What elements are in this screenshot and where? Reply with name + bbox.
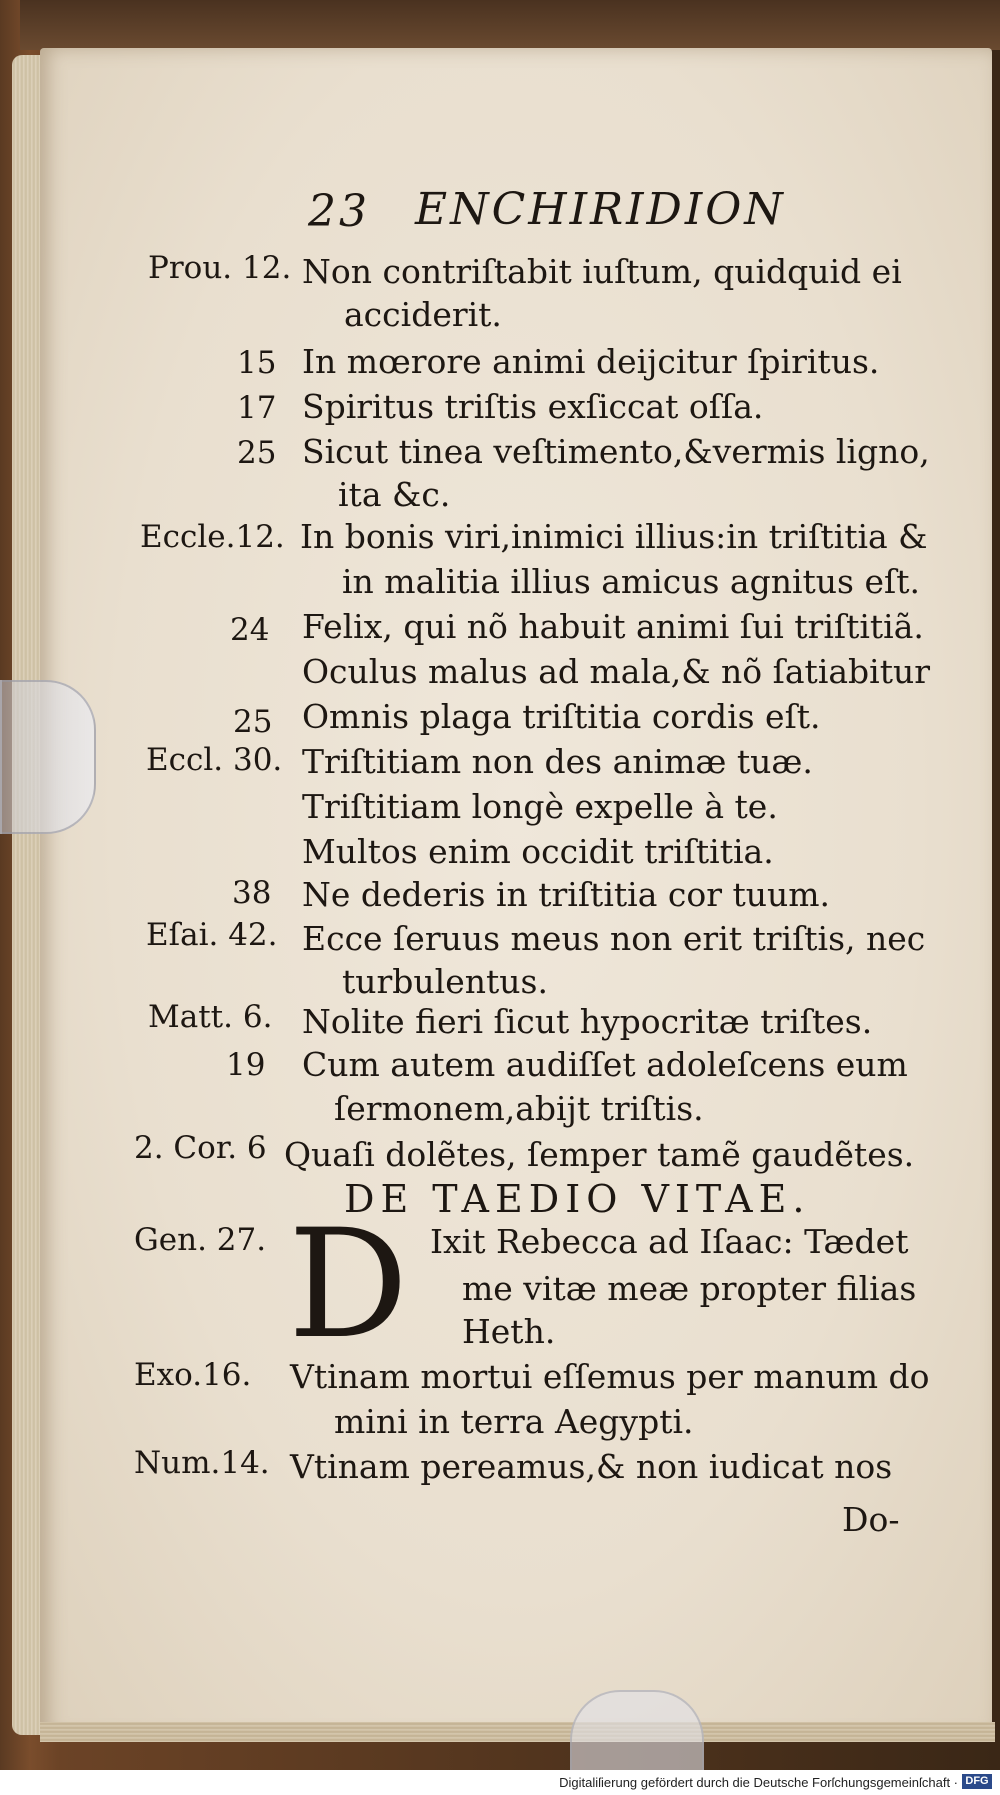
entry-text: ſermonem,abijt triſtis. [334, 1089, 704, 1128]
entry-ref: Matt. 6. [148, 999, 273, 1035]
entry-ref: 25 [237, 435, 277, 471]
entry-text: Triſtitiam non des animæ tuæ. [302, 742, 813, 781]
entry-ref: 19 [226, 1047, 266, 1083]
dfg-logo: DFG [962, 1774, 992, 1789]
entry-ref: Eccle.12. [140, 519, 285, 555]
entry-ref: Num.14. [134, 1445, 270, 1481]
entry-text: In bonis viri,inimici illius:in triſtitia & [300, 517, 928, 556]
entry-text: Oculus malus ad mala,& nõ ſatiabitur [302, 652, 931, 691]
page-number: 23 [308, 186, 370, 237]
entry-text: Quaſi dolẽtes, ſemper tamẽ gaudẽtes. [284, 1135, 915, 1174]
entry-text: Triſtitiam longè expelle à te. [302, 787, 778, 826]
entry-text: turbulentus. [342, 962, 548, 1001]
page-clip-bottom [570, 1690, 704, 1774]
entry-text: In mœrore animi deijcitur ſpiritus. [302, 342, 880, 381]
entry-text: Sicut tinea veſtimento,&vermis ligno, [302, 432, 930, 471]
entry-text: Vtinam pereamus,& non iudicat nos [290, 1447, 893, 1486]
entry-ref: Gen. 27. [134, 1222, 267, 1258]
entry-text: Felix, qui nõ habuit animi ſui triſtitiã. [302, 607, 924, 646]
entry-ref: 25 [233, 704, 273, 740]
entry-text: Multos enim occidit triſtitia. [302, 832, 774, 871]
entry-ref: Exo.16. [134, 1357, 252, 1393]
entry-ref: Eccl. 30. [146, 742, 283, 778]
entry-ref: 24 [230, 612, 270, 648]
page-bottom-edge [40, 1722, 995, 1742]
entry-text: mini in terra Aegypti. [334, 1402, 694, 1441]
entry-text: acciderit. [344, 295, 502, 334]
entry-ref: 17 [237, 390, 277, 426]
section-title: DE TAEDIO VITAE. [344, 1177, 811, 1221]
entry-text: Ne dederis in triſtitia cor tuum. [302, 875, 831, 914]
entry-text: Spiritus triſtis exſiccat oſſa. [302, 387, 764, 426]
entry-text: Ecce ſeruus meus non erit triſtis, nec [302, 919, 926, 958]
funding-credit: Digitaliſierung gefördert durch die Deutsche Forſchungsgemeinſchaft · [559, 1775, 958, 1790]
catchword: Do- [842, 1500, 900, 1539]
entry-text: Nolite fieri ſicut hypocritæ triſtes. [302, 1002, 873, 1041]
entry-ref: 2. Cor. 6 [134, 1130, 267, 1166]
entry-text: Heth. [462, 1312, 556, 1351]
entry-ref: 38 [232, 875, 272, 911]
entry-text: Cum autem audiſſet adoleſcens eum [302, 1045, 908, 1084]
drop-cap: D [288, 1198, 409, 1372]
entry-ref: Eſai. 42. [146, 917, 278, 953]
footer-bar [0, 1770, 1000, 1795]
entry-text: Non contriſtabit iuſtum, quidquid ei [302, 252, 902, 291]
entry-ref: 15 [237, 345, 277, 381]
entry-text: in malitia illius amicus agnitus eſt. [342, 562, 920, 601]
entry-ref: Prou. 12. [148, 250, 292, 286]
entry-text: Ixit Rebecca ad Iſaac: Tædet [430, 1222, 909, 1261]
entry-text: me vitæ meæ propter filias [462, 1269, 917, 1308]
entry-text: Vtinam mortui eſſemus per manum do [290, 1357, 930, 1396]
entry-text: Omnis plaga triſtitia cordis eſt. [302, 697, 821, 736]
entry-text: ita &c. [338, 475, 451, 514]
page-clip [0, 680, 96, 834]
cover-top-edge [20, 0, 1000, 50]
running-title: ENCHIRIDION [415, 184, 786, 235]
